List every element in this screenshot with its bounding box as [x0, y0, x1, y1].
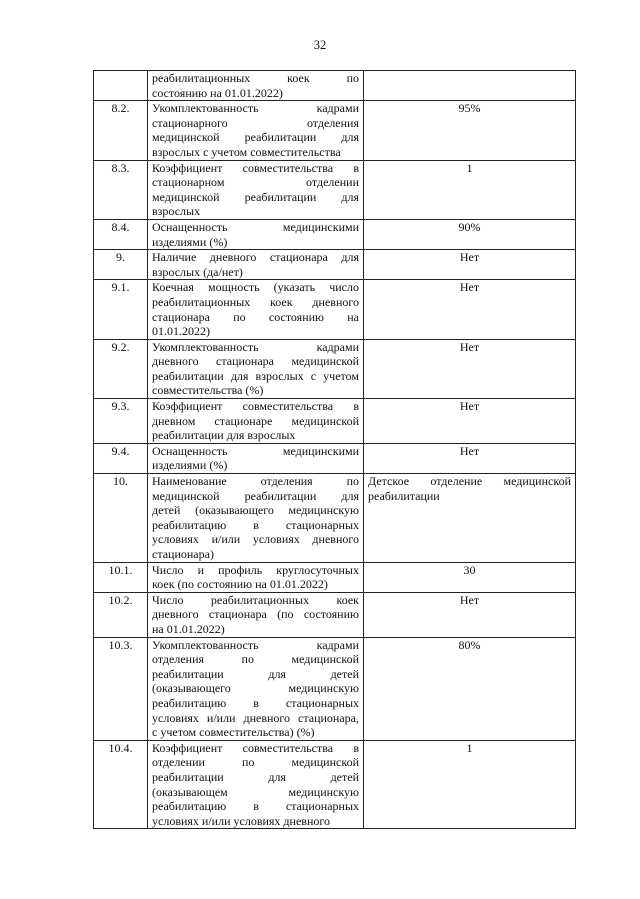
- cell-line: (оказывающем медицинскую: [152, 784, 359, 799]
- row-number: 10.1.: [94, 562, 148, 592]
- table-row: [94, 71, 576, 101]
- cell-line: условиях и/или условиях дневного: [152, 532, 359, 547]
- row-description: [148, 219, 364, 249]
- page-number: 32: [313, 38, 327, 52]
- cell-line: с учетом совместительства) (%): [152, 725, 315, 740]
- cell-line: Наличие дневного стационара для: [152, 250, 359, 265]
- cell-line: условиях и/или условиях дневного: [152, 813, 330, 828]
- table-row: [94, 740, 576, 829]
- row-value: Нет: [364, 443, 576, 473]
- row-value: 80%: [364, 637, 576, 740]
- cell-line: Коечная мощность (указать число: [152, 280, 359, 295]
- row-value: 95%: [364, 101, 576, 160]
- cell-line: дневного стационара медицинской: [152, 354, 359, 369]
- cell-line: Укомплектованность кадрами: [152, 101, 359, 116]
- cell-line: взрослых с учетом совместительства: [152, 144, 341, 159]
- cell-line: дневного стационара (по состоянию: [152, 607, 359, 622]
- cell-line: Коэффициент совместительства в: [152, 160, 359, 175]
- row-number: 9.4.: [94, 443, 148, 473]
- cell-line: реабилитационных коек дневного: [152, 294, 359, 309]
- row-number: 8.3.: [94, 160, 148, 219]
- cell-line: изделиями (%): [152, 234, 228, 249]
- row-value: 90%: [364, 219, 576, 249]
- cell-line: реабилитацию в стационарных: [152, 799, 359, 814]
- cell-line: состоянию на 01.01.2022): [152, 85, 283, 100]
- cell-line: стационара): [152, 547, 214, 561]
- cell-line: взрослых (да/нет): [152, 264, 243, 279]
- row-number: 10.2.: [94, 592, 148, 637]
- cell-line: изделиями (%): [152, 458, 228, 473]
- row-number: 10.3.: [94, 637, 148, 740]
- row-value: Нет: [364, 592, 576, 637]
- cell-line: реабилитации для взрослых с учетом: [152, 368, 359, 383]
- row-description: [148, 250, 364, 280]
- cell-line: отделении по медицинской: [152, 755, 359, 770]
- row-value: 30: [364, 562, 576, 592]
- cell-line: Коэффициент совместительства в: [152, 740, 359, 755]
- row-value: 1: [364, 160, 576, 219]
- cell-line: стационара по состоянию на: [152, 309, 359, 324]
- cell-line: детей (оказывающего медицинскую: [152, 503, 359, 518]
- cell-line: реабилитации для детей: [152, 666, 359, 681]
- table-row: [94, 219, 576, 249]
- cell-line: реабилитации: [368, 488, 440, 503]
- table-row: [94, 474, 576, 563]
- row-number: 9.: [94, 250, 148, 280]
- row-number: [94, 71, 148, 101]
- cell-line: Укомплектованность кадрами: [152, 637, 359, 652]
- table-row: [94, 250, 576, 280]
- cell-line: совместительства (%): [152, 383, 264, 398]
- cell-line: Наименование отделения по: [152, 474, 359, 489]
- row-number: 9.1.: [94, 280, 148, 339]
- cell-line: реабилитацию в стационарных: [152, 517, 359, 532]
- data-table: [93, 70, 576, 829]
- cell-line: коек (по состоянию на 01.01.2022): [152, 577, 328, 592]
- cell-line: 01.01.2022): [152, 324, 210, 339]
- cell-line: Оснащенность медицинскими: [152, 219, 359, 234]
- row-value: Нет: [364, 250, 576, 280]
- cell-line: на 01.01.2022): [152, 621, 225, 636]
- table-row: [94, 160, 576, 219]
- table-row: [94, 280, 576, 339]
- cell-line: медицинской реабилитации для: [152, 488, 359, 503]
- table-row: [94, 339, 576, 398]
- table-row: [94, 637, 576, 740]
- row-value: Нет: [364, 399, 576, 444]
- cell-line: Укомплектованность кадрами: [152, 339, 359, 354]
- table-row: [94, 443, 576, 473]
- table-row: [94, 101, 576, 160]
- table-body: [94, 71, 576, 829]
- cell-line: стационарного отделения: [152, 115, 359, 130]
- row-number: 9.3.: [94, 399, 148, 444]
- cell-line: реабилитационных коек по: [152, 71, 359, 85]
- cell-line: дневном стационаре медицинской: [152, 413, 359, 428]
- cell-line: реабилитацию в стационарных: [152, 695, 359, 710]
- cell-line: взрослых: [152, 204, 201, 219]
- table-row: [94, 399, 576, 444]
- row-number: 10.4.: [94, 740, 148, 829]
- cell-line: реабилитации для взрослых: [152, 428, 296, 443]
- cell-line: медицинской реабилитации для: [152, 130, 359, 145]
- cell-line: Коэффициент совместительства в: [152, 399, 359, 414]
- cell-line: Детское отделение медицинской: [368, 474, 571, 489]
- row-value: Нет: [364, 280, 576, 339]
- cell-line: стационарном отделении: [152, 175, 359, 190]
- row-description: [148, 280, 364, 339]
- cell-line: Оснащенность медицинскими: [152, 443, 359, 458]
- cell-line: медицинской реабилитации для: [152, 189, 359, 204]
- cell-line: условиях и/или дневного стационара,: [152, 710, 359, 725]
- cell-line: Число и профиль круглосуточных: [152, 562, 359, 577]
- cell-line: (оказывающего медицинскую: [152, 681, 359, 696]
- row-description: [148, 592, 364, 637]
- row-description: [148, 562, 364, 592]
- cell-line: реабилитации для детей: [152, 769, 359, 784]
- row-description: [148, 160, 364, 219]
- row-description: [148, 399, 364, 444]
- row-number: 8.2.: [94, 101, 148, 160]
- row-description: [148, 443, 364, 473]
- table-row: [94, 592, 576, 637]
- row-number: 9.2.: [94, 339, 148, 398]
- row-description: [148, 339, 364, 398]
- row-number: 10.: [94, 474, 148, 563]
- cell-line: отделения по медицинской: [152, 652, 359, 667]
- cell-line: Число реабилитационных коек: [152, 592, 359, 607]
- row-value: Нет: [364, 339, 576, 398]
- row-description: [148, 740, 364, 829]
- row-description: [148, 101, 364, 160]
- row-description: [148, 637, 364, 740]
- table-row: [94, 562, 576, 592]
- row-description: [148, 474, 364, 563]
- row-value: [364, 474, 576, 563]
- row-number: 8.4.: [94, 219, 148, 249]
- row-value: [364, 71, 576, 101]
- row-description: [148, 71, 364, 101]
- row-value: 1: [364, 740, 576, 829]
